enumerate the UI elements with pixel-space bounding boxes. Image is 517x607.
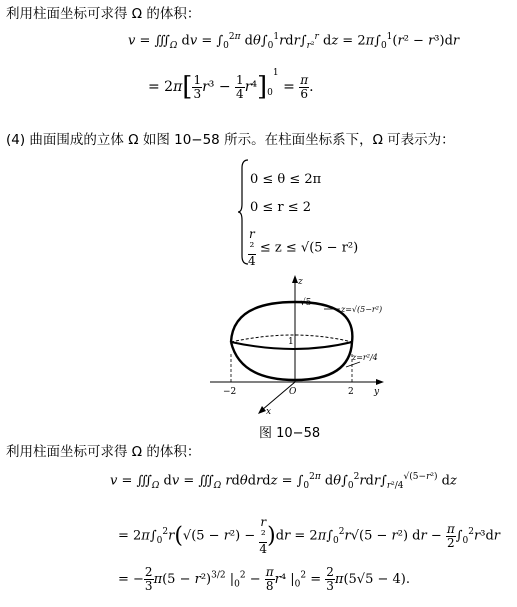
equation-2-line-2: = $2\pi\int_0^2r(√(5 - r^2)$ − r ² 4 )$dr = 2\pi\int_0^2r√(5 - r^2)$ dr − $\frac{\pi}{2}$ $\int_0^2r^3dr$ xyxy=(118,515,500,556)
system-condition-3-rest: ≤ z ≤ √(5 − r²) xyxy=(259,240,359,256)
sqrt5-label: √5 xyxy=(300,298,312,308)
equation-2-line-3: = − $\frac{2}{3}$ $\pi(5 - r^2)^{3/2}$ $|_0^2$ − $\frac{\pi}{8}$ r⁴ $|_0^2$ = $\frac{2}{3}$ π(5√5 − 4). xyxy=(118,565,410,593)
intro-text-2: 利用柱面坐标可求得 Ω 的体积： xyxy=(6,444,201,460)
lower-surface xyxy=(231,342,352,380)
lower-surface-label: z=r²/4 xyxy=(352,353,378,362)
system-condition-3: r ² 4 ≤ z ≤ √(5 − r²) xyxy=(248,227,359,268)
equation-1-line-1: $v = ∭_\Omega$ dv = $\int_0^{2\pi}$ $d\theta\int_0^1rdr\int_{r^2}^r$ dz = $2\pi\int_0^1(r^2 - r^3)dr$ xyxy=(128,32,460,51)
system-condition-1: 0 ≤ θ ≤ 2π xyxy=(250,172,322,187)
y-axis-arrow-icon xyxy=(376,379,384,385)
origin-label: O xyxy=(289,387,297,397)
one-label: 1 xyxy=(288,337,294,347)
system-condition-2: 0 ≤ r ≤ 2 xyxy=(250,200,312,215)
figure-caption: 图 10−58 xyxy=(259,426,321,441)
equation-1-line-2: = 2π[ $\frac{1}{3}$ r³ − $\frac{1}{4}$ $r^4]_0^1$ = $\frac{\pi}{6}$ . xyxy=(148,68,314,102)
figure-10-58 xyxy=(200,272,390,420)
neg2-label: −2 xyxy=(223,387,237,397)
equation-2-line-1: $v = ∭_\Omega$ dv = $∭_\Omega$ rdθdrdz = $\int_0^{2\pi}$ $d\theta\int_0^2rdr\int_{r^2/4}^{√(5-r^2)}$ dz xyxy=(110,472,457,491)
intro-text-1: 利用柱面坐标可求得 Ω 的体积： xyxy=(6,6,201,22)
pos2-label: 2 xyxy=(348,387,354,397)
z-label: z xyxy=(298,277,303,287)
upper-surface xyxy=(231,302,352,342)
part-4-text: (4) 曲面围成的立体 Ω 如图 10−58 所示。在柱面坐标系下，Ω 可表示为： xyxy=(6,132,455,148)
upper-surface-label: z=√(5−r²) xyxy=(341,305,383,314)
x-label: x xyxy=(266,407,272,417)
y-label: y xyxy=(374,387,380,397)
